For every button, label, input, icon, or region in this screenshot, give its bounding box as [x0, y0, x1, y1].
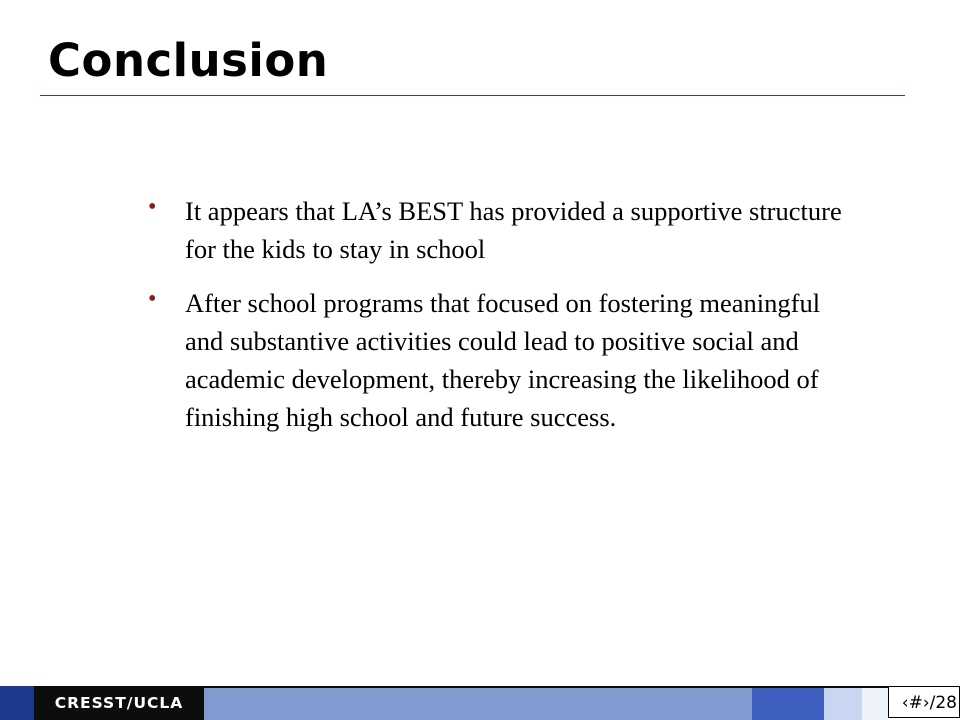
bullet-icon: •	[148, 194, 157, 220]
slide-title: Conclusion	[48, 34, 329, 87]
footer-bar-pale	[862, 688, 888, 720]
footer-bar-light	[824, 688, 862, 720]
cresst-ucla-logo: CRESST/UCLA	[34, 686, 204, 720]
bullet-list	[148, 192, 848, 452]
bullet-icon: •	[148, 286, 157, 312]
bullet-item	[148, 284, 848, 436]
bullet-text: It appears that LA’s BEST has provided a supportive structure for the kids to stay in school	[185, 196, 842, 264]
bullet-item	[148, 192, 848, 268]
slide-footer	[0, 686, 960, 720]
footer-bar	[204, 688, 752, 720]
footer-accent-block	[0, 686, 34, 720]
bullet-text: After school programs that focused on fostering meaningful and substantive activities could lead to positive social and academic development, thereby increasing the likelihood of finishing high school and future success.	[185, 288, 821, 432]
title-divider	[40, 95, 905, 96]
footer-bar-accent	[752, 688, 824, 720]
page-number: ‹#›/28	[888, 686, 960, 718]
